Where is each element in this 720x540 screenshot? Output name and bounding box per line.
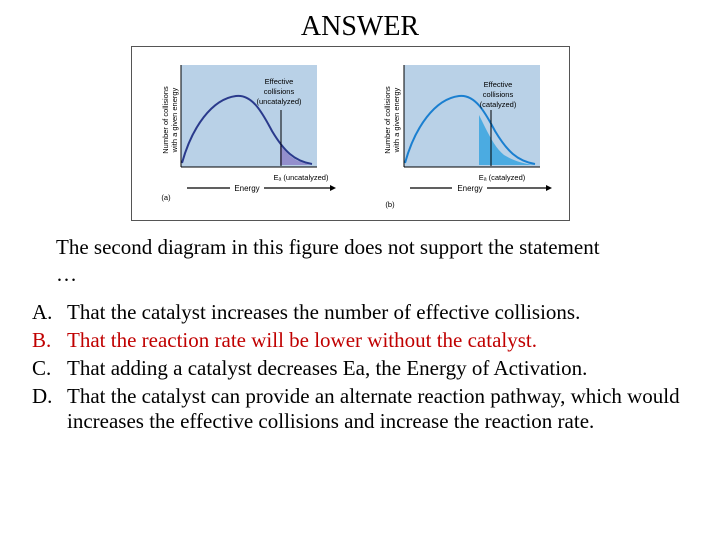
figure-svg bbox=[132, 47, 569, 220]
panel-b-annotation-2: collisions bbox=[482, 90, 514, 99]
option-text: That adding a catalyst decreases Ea, the Energy of Activation. bbox=[67, 356, 588, 380]
option-text: That the catalyst increases the number of effective collisions. bbox=[67, 300, 581, 324]
panel-a-y-label-1: Number of collisions bbox=[161, 86, 170, 154]
panel-b-y-label-1: Number of collisions bbox=[383, 86, 392, 154]
panel-b-annotation-3: (catalyzed) bbox=[479, 100, 517, 109]
option-letter: C. bbox=[32, 356, 52, 380]
panel-a-annotation-1: Effective bbox=[264, 77, 294, 86]
option-letter: D. bbox=[32, 384, 53, 408]
panel-b-label: (b) bbox=[385, 200, 395, 209]
panel-a bbox=[161, 65, 336, 202]
panel-b bbox=[383, 65, 552, 209]
panel-b-ea-label: Eₐ (catalyzed) bbox=[478, 173, 526, 182]
option-text: That the reaction rate will be lower without the catalyst. bbox=[67, 328, 537, 352]
question-text: The second diagram in this figure does not support the statement … bbox=[56, 235, 600, 286]
panel-b-background bbox=[404, 65, 540, 167]
panel-a-background bbox=[181, 65, 317, 167]
panel-a-x-label: Energy bbox=[234, 184, 260, 193]
panel-a-label: (a) bbox=[161, 193, 171, 202]
option-letter: A. bbox=[32, 300, 53, 324]
panel-a-y-label-2: with a given energy bbox=[170, 87, 179, 153]
option-a bbox=[32, 300, 692, 325]
option-c bbox=[32, 356, 692, 381]
option-b bbox=[32, 328, 692, 353]
option-text: That the catalyst can provide an alternate reaction pathway, which would increases the effective collisions and increase the reaction rate. bbox=[67, 384, 680, 433]
energy-distribution-figure bbox=[131, 46, 570, 221]
option-d bbox=[32, 384, 692, 434]
panel-b-x-label: Energy bbox=[457, 184, 483, 193]
panel-b-arrowhead bbox=[546, 185, 552, 191]
answer-options bbox=[32, 300, 692, 437]
page-title: ANSWER bbox=[300, 11, 420, 42]
panel-a-arrowhead bbox=[330, 185, 336, 191]
option-letter: B. bbox=[32, 328, 52, 352]
panel-a-ea-label: Eₐ (uncatalyzed) bbox=[273, 173, 329, 182]
panel-a-annotation-3: (uncatalyzed) bbox=[256, 97, 302, 106]
panel-b-annotation-1: Effective bbox=[483, 80, 513, 89]
panel-a-annotation-2: collisions bbox=[263, 87, 295, 96]
panel-b-y-label-2: with a given energy bbox=[392, 87, 401, 153]
